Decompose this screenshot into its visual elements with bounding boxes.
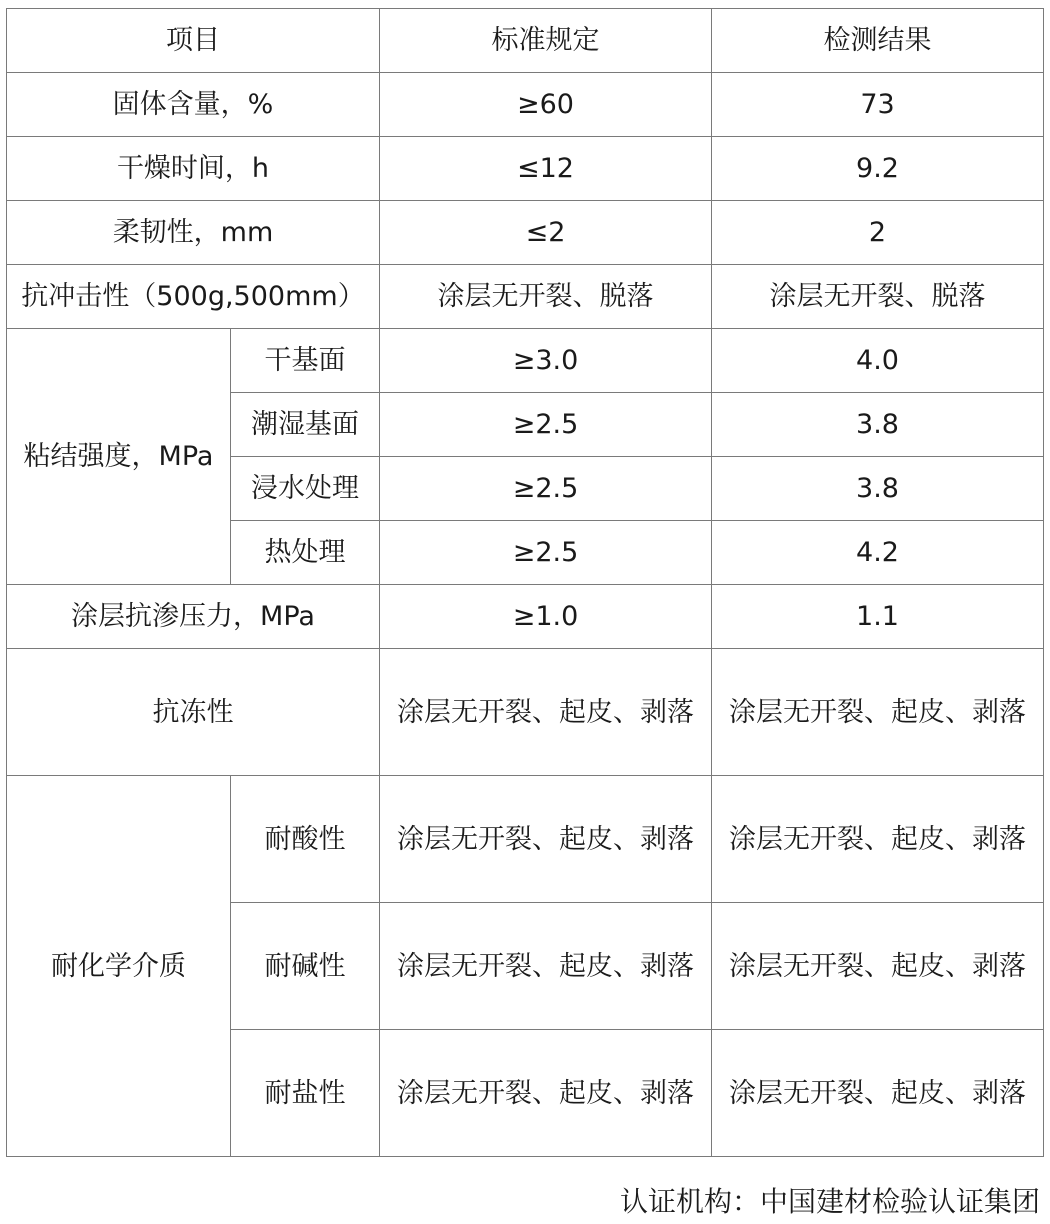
row-result: 3.8 xyxy=(712,393,1044,457)
row-standard: ≥3.0 xyxy=(380,329,712,393)
row-standard: ≥2.5 xyxy=(380,393,712,457)
subrow-label: 热处理 xyxy=(231,521,380,585)
row-standard: 涂层无开裂、起皮、剥落 xyxy=(380,649,712,776)
row-standard: ≥2.5 xyxy=(380,521,712,585)
table-row xyxy=(7,585,1044,649)
table-row xyxy=(7,649,1044,776)
row-result: 涂层无开裂、起皮、剥落 xyxy=(712,903,1044,1030)
row-standard: ≥2.5 xyxy=(380,457,712,521)
test-results-table xyxy=(6,8,1044,1157)
row-result: 2 xyxy=(712,201,1044,265)
chemical-label: 耐化学介质 xyxy=(7,776,231,1157)
subrow-label: 干基面 xyxy=(231,329,380,393)
row-item: 固体含量，% xyxy=(7,73,380,137)
row-item: 涂层抗渗压力，MPa xyxy=(7,585,380,649)
subrow-label: 潮湿基面 xyxy=(231,393,380,457)
row-standard: ≤12 xyxy=(380,137,712,201)
table-row xyxy=(7,137,1044,201)
row-result: 涂层无开裂、起皮、剥落 xyxy=(712,649,1044,776)
table-row xyxy=(7,73,1044,137)
subrow-label: 耐酸性 xyxy=(231,776,380,903)
table-row xyxy=(7,776,1044,903)
row-item: 抗冲击性（500g,500mm） xyxy=(7,265,380,329)
row-result: 涂层无开裂、起皮、剥落 xyxy=(712,1030,1044,1157)
subrow-label: 浸水处理 xyxy=(231,457,380,521)
row-standard: 涂层无开裂、起皮、剥落 xyxy=(380,1030,712,1157)
row-result: 73 xyxy=(712,73,1044,137)
row-standard: ≤2 xyxy=(380,201,712,265)
row-result: 9.2 xyxy=(712,137,1044,201)
row-result: 涂层无开裂、脱落 xyxy=(712,265,1044,329)
row-item: 干燥时间，h xyxy=(7,137,380,201)
row-standard: ≥60 xyxy=(380,73,712,137)
header-item: 项目 xyxy=(7,9,380,73)
row-item: 柔韧性，mm xyxy=(7,201,380,265)
subrow-label: 耐盐性 xyxy=(231,1030,380,1157)
header-standard: 标准规定 xyxy=(380,9,712,73)
subrow-label: 耐碱性 xyxy=(231,903,380,1030)
table-row xyxy=(7,265,1044,329)
row-result: 4.2 xyxy=(712,521,1044,585)
row-standard: 涂层无开裂、脱落 xyxy=(380,265,712,329)
row-result: 1.1 xyxy=(712,585,1044,649)
table-row xyxy=(7,201,1044,265)
row-standard: 涂层无开裂、起皮、剥落 xyxy=(380,903,712,1030)
table-row xyxy=(7,329,1044,393)
row-result: 3.8 xyxy=(712,457,1044,521)
table-header-row xyxy=(7,9,1044,73)
row-standard: 涂层无开裂、起皮、剥落 xyxy=(380,776,712,903)
row-result: 4.0 xyxy=(712,329,1044,393)
header-result: 检测结果 xyxy=(712,9,1044,73)
row-item: 抗冻性 xyxy=(7,649,380,776)
row-standard: ≥1.0 xyxy=(380,585,712,649)
adhesion-label: 粘结强度，MPa xyxy=(7,329,231,585)
certification-footer: 认证机构：中国建材检验认证集团 xyxy=(619,1185,1040,1218)
row-result: 涂层无开裂、起皮、剥落 xyxy=(712,776,1044,903)
